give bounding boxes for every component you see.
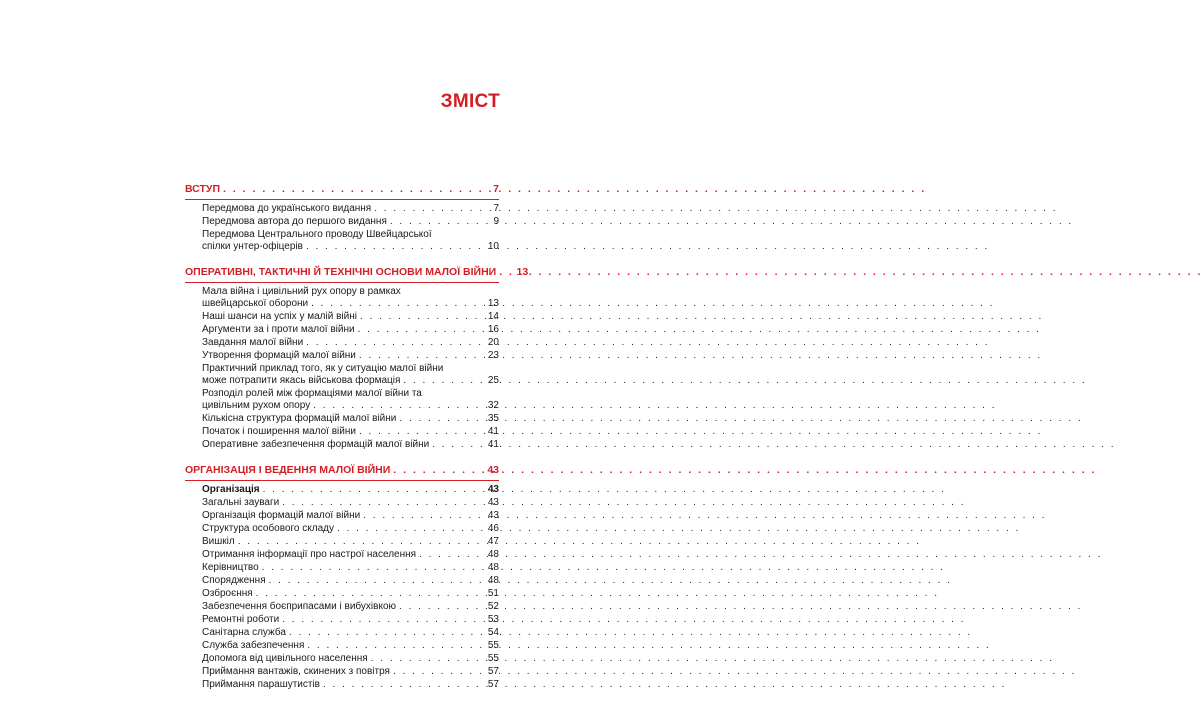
dot-leader (360, 311, 482, 323)
entry-title: Вишкіл (202, 535, 235, 547)
dot-leader (399, 413, 482, 425)
entry-title: Початок і поширення малої війни (202, 425, 356, 437)
entry-page-number: 13 (487, 297, 499, 309)
toc-entry[interactable] (202, 425, 499, 438)
entry-page-number: 35 (487, 412, 499, 424)
toc-entry[interactable] (202, 412, 499, 425)
dot-leader (393, 464, 482, 477)
dot-leader (403, 375, 482, 387)
dot-leader (371, 653, 482, 665)
entry-title-block (202, 286, 499, 310)
toc-section (185, 266, 529, 451)
toc-entry[interactable] (202, 561, 499, 574)
entry-title: Забезпечення боєприпасами і вибухівкою (202, 600, 397, 612)
page-title: ЗМІСТ (440, 91, 500, 112)
dot-leader (282, 614, 482, 626)
entry-page-number: 20 (487, 336, 499, 348)
entry-title-block (202, 363, 499, 387)
section-heading[interactable] (185, 266, 529, 283)
toc-entry[interactable] (202, 626, 499, 639)
entry-title-line: Мала війна і цивільний рух опору в рамках (202, 285, 401, 297)
entry-title: Керівництво (202, 561, 259, 573)
entry-page-number: 55 (487, 652, 499, 664)
entry-title-last-line (202, 241, 499, 253)
toc-entry[interactable] (202, 548, 499, 561)
section-page-number: 13 (516, 266, 529, 278)
dot-leader (393, 666, 482, 678)
toc-entry[interactable] (202, 587, 499, 600)
entry-title-line: Розподіл ролей між формаціями малої війни та (202, 387, 422, 399)
dot-leader (359, 350, 482, 362)
entry-title: Наші шанси на успіх у малій війні (202, 310, 357, 322)
dot-leader (390, 216, 482, 228)
entry-title: Спорядження (202, 574, 266, 586)
entry-title: Оперативне забезпечення формацій малої війни (202, 438, 430, 450)
dot-leader (289, 627, 482, 639)
entry-title: Служба забезпечення (202, 639, 305, 651)
toc-entry[interactable] (202, 336, 499, 349)
entry-title: Утворення формацій малої війни (202, 349, 356, 361)
dot-leader (269, 575, 482, 587)
entry-page-number: 52 (487, 600, 499, 612)
dot-leader (359, 426, 482, 438)
entry-title: Озброєння (202, 587, 253, 599)
toc-entry[interactable] (202, 522, 499, 535)
entry-title-last-line (202, 375, 499, 387)
section-title: ОРГАНІЗАЦІЯ І ВЕДЕННЯ МАЛОЇ ВІЙНИ (185, 464, 391, 476)
toc-entry[interactable] (202, 678, 499, 691)
toc-entry[interactable] (202, 310, 499, 323)
dot-leader (311, 298, 482, 310)
entry-title: Санітарна служба (202, 626, 286, 638)
entry-page-number: 48 (487, 548, 499, 560)
entry-title: Передмова до українського видання (202, 202, 372, 214)
entry-page-number: 9 (493, 215, 499, 227)
entry-page-number: 57 (487, 665, 499, 677)
entry-title-line: Передмова Центрального проводу Швейцарської (202, 228, 432, 240)
toc-entry[interactable] (202, 600, 499, 613)
toc-entry[interactable] (202, 362, 499, 387)
entry-page-number: 53 (487, 613, 499, 625)
entry-page-number: 10 (487, 240, 499, 252)
entry-page-number: 43 (487, 496, 499, 508)
entry-page-number: 54 (487, 626, 499, 638)
entry-page-number: 51 (487, 587, 499, 599)
dot-leader (432, 439, 482, 451)
section-page-number: 7 (493, 183, 499, 195)
entry-page-number: 47 (487, 535, 499, 547)
entry-page-number: 57 (487, 678, 499, 690)
toc-entry[interactable] (202, 483, 499, 496)
entry-title-line: Практичний приклад того, як у ситуацію малої війни (202, 362, 444, 374)
entry-title: Організація (202, 483, 260, 495)
toc-entry[interactable] (202, 652, 499, 665)
toc-entry[interactable] (202, 228, 499, 253)
entry-title-block (202, 229, 499, 253)
toc-entry[interactable] (202, 509, 499, 522)
dot-leader (323, 679, 482, 691)
dot-leader (262, 562, 482, 574)
entry-title-line: спілки унтер-офіцерів (202, 240, 303, 252)
entry-title: Допомога від цивільного населення (202, 652, 368, 664)
entry-page-number: 32 (487, 399, 499, 411)
toc-entry[interactable] (202, 202, 499, 215)
entry-title: Аргументи за і проти малої війни (202, 323, 355, 335)
dot-leader (256, 588, 482, 600)
entry-title: Організація формацій малої війни (202, 509, 361, 521)
table-of-contents (185, 183, 529, 704)
section-heading[interactable] (185, 183, 499, 200)
entry-title: Ремонтні роботи (202, 613, 280, 625)
toc-section (185, 183, 499, 253)
dot-leader (306, 241, 482, 253)
dot-leader (263, 484, 482, 496)
dot-leader (282, 497, 482, 509)
toc-entry[interactable] (202, 639, 499, 652)
dot-leader (374, 203, 482, 215)
dot-leader (307, 640, 482, 652)
toc-entry[interactable] (202, 574, 499, 587)
entry-title-block (202, 388, 499, 412)
entry-title-last-line (202, 298, 499, 310)
toc-entry[interactable] (202, 438, 499, 451)
toc-entry[interactable] (202, 215, 499, 228)
toc-entry[interactable] (202, 613, 499, 626)
entry-page-number: 14 (487, 310, 499, 322)
section-page-number: 43 (487, 464, 499, 476)
dot-leader (399, 601, 482, 613)
dot-leader (238, 536, 482, 548)
toc-entry[interactable] (202, 387, 499, 412)
dot-leader (363, 510, 482, 522)
entry-title: Структура особового складу (202, 522, 334, 534)
entry-page-number: 41 (487, 425, 499, 437)
toc-entry[interactable] (202, 323, 499, 336)
section-title: ОПЕРАТИВНІ, ТАКТИЧНІ Й ТЕХНІЧНІ ОСНОВИ МАЛОЇ ВІЙНИ (185, 266, 497, 278)
entry-title: Завдання малої війни (202, 336, 304, 348)
entry-title: Приймання парашутистів (202, 678, 320, 690)
entry-page-number: 16 (487, 323, 499, 335)
toc-entry[interactable] (202, 535, 499, 548)
entry-page-number: 46 (487, 522, 499, 534)
entry-title: Отримання інформації про настрої населення (202, 548, 417, 560)
entry-title: Кількісна структура формацій малої війни (202, 412, 397, 424)
dot-leader (419, 549, 482, 561)
dot-leader (358, 324, 482, 336)
entry-title: Загальні зауваги (202, 496, 280, 508)
toc-entry[interactable] (202, 665, 499, 678)
dot-leader (306, 337, 482, 349)
dot-leader (223, 183, 482, 196)
entry-page-number: 55 (487, 639, 499, 651)
toc-section (185, 464, 499, 691)
entry-page-number: 23 (487, 349, 499, 361)
entry-page-number: 43 (487, 509, 499, 521)
entry-page-number: 43 (487, 483, 499, 495)
dot-leader (313, 400, 482, 412)
entry-title: Передмова автора до першого видання (202, 215, 387, 227)
entry-title-line: цивільним рухом опору (202, 399, 311, 411)
entry-title-last-line (202, 400, 499, 412)
entry-page-number: 48 (487, 561, 499, 573)
entry-title-line: може потрапити якась військова формація (202, 374, 401, 386)
dot-leader (499, 266, 511, 279)
toc-entry[interactable] (202, 285, 499, 310)
entry-page-number: 25 (487, 374, 499, 386)
dot-leader (337, 523, 482, 535)
toc-entry[interactable] (202, 349, 499, 362)
section-title: ВСТУП (185, 183, 220, 195)
entry-page-number: 48 (487, 574, 499, 586)
entry-title-line: швейцарської оборони (202, 297, 309, 309)
toc-entry[interactable] (202, 496, 499, 509)
section-heading[interactable] (185, 464, 499, 481)
entry-title: Приймання вантажів, скинених з повітря (202, 665, 390, 677)
entry-page-number: 41 (487, 438, 499, 450)
entry-page-number: 7 (493, 202, 499, 214)
